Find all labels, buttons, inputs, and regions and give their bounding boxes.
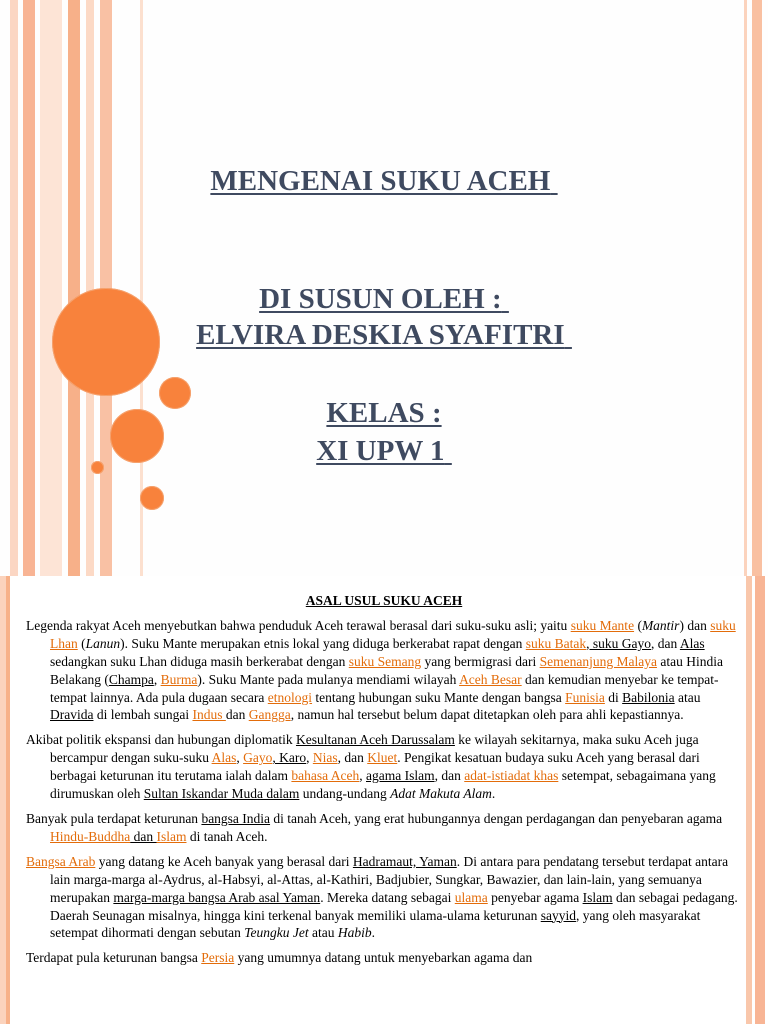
decorative-stripe [755, 576, 765, 1024]
paragraph-origin: Legenda rakyat Aceh menyebutkan bahwa penduduk Aceh terawal berasal dari suku-suku asli; yaitu suku Mante (Mantir) dan suku Lhan (Lanun). Suku Mante merupakan etnis lokal yang diduga berkerabat rapat dengan suku Batak, suku Gayo, dan Alas sedangkan suku Lhan diduga masih berkerabat dengan suku Semang yang bermigrasi dari Semenanjung Malaya atau Hindia Belakang (Champa, Burma). Suku Mante pada mulanya mendiami wilayah Aceh Besar dan kemudian menyebar ke tempat-tempat lainnya. Ada pula dugaan secara etnologi tentang hubungan suku Mante dengan bangsa Funisia di Babilonia atau Dravida di lembah sungai Indus dan Gangga, namun hal tersebut belum dapat ditetapkan oleh para ahli kepastiannya. [26, 617, 736, 723]
link-etnologi[interactable]: etnologi [267, 689, 313, 705]
article-slide [0, 576, 768, 1024]
link-funisia[interactable]: Funisia [565, 689, 605, 705]
author-label: DI SUSUN OLEH : [259, 283, 502, 315]
link-dravida[interactable]: Dravida [50, 707, 94, 723]
paragraph-expansion: Akibat politik ekspansi dan hubungan diplomatik Kesultanan Aceh Darussalam ke wilayah sekitarnya, maka suku Aceh juga bercampur dengan suku-suku Alas, Gayo, Karo, Nias, dan Kluet. Pengikat kesatuan budaya suku Aceh yang berasal dari berbagai keturunan itu terutama ialah dalam bahasa Aceh, agama Islam, dan adat-istiadat khas setempat, sebagaimana yang dirumuskan oleh Sultan Iskandar Muda dalam undang-undang Adat Makuta Alam. [26, 732, 716, 802]
link-bangsa-india[interactable]: bangsa India [201, 810, 271, 826]
link-suku-semang[interactable]: suku Semang [348, 653, 422, 669]
link-semenanjung-malaya[interactable]: Semenanjung Malaya [539, 653, 657, 669]
link-alas[interactable]: Alas [211, 750, 237, 766]
link-kluet[interactable]: Kluet [367, 750, 398, 766]
link-babilonia[interactable]: Babilonia [622, 689, 675, 705]
link-hindu-buddha[interactable]: Hindu-Buddha [50, 828, 131, 844]
link-adat-istiadat[interactable]: adat-istiadat khas [464, 768, 559, 784]
link-islam[interactable]: Islam [156, 828, 187, 844]
link-karo[interactable]: , Karo [272, 750, 307, 766]
link-gayo[interactable]: Gayo [243, 750, 273, 766]
link-bangsa-arab[interactable]: Bangsa Arab [26, 853, 96, 869]
link-suku-lhan[interactable]: suku Lhan [50, 617, 736, 651]
link-sayyid[interactable]: sayyid [540, 907, 576, 923]
link-bahasa-aceh[interactable]: bahasa Aceh [291, 768, 360, 784]
class-label: KELAS : [326, 397, 442, 429]
link-kesultanan-aceh[interactable]: Kesultanan Aceh Darussalam [295, 732, 455, 748]
link-gangga[interactable]: Gangga [248, 707, 291, 723]
class-value: XI UPW 1 [316, 435, 445, 467]
link-aceh-besar[interactable]: Aceh Besar [459, 671, 522, 687]
link-indus[interactable]: Indus [192, 707, 226, 723]
decorative-stripe [6, 576, 10, 1024]
slide-title: MENGENAI SUKU ACEH [210, 165, 551, 197]
link-burma[interactable]: Burma [160, 671, 198, 687]
decorative-stripe [746, 576, 752, 1024]
link-ulama[interactable]: ulama [454, 889, 488, 905]
paragraph-arab: Bangsa Arab yang datang ke Aceh banyak yang berasal dari Hadramaut, Yaman. Di antara para pendatang tersebut terdapat antara lain marga-marga al-Aydrus, al-Habsyi, al-Attas, al-Kathiri, Badjubier, Sungkar, Bawazier, dan lain-lain, yang semuanya merupakan marga-marga bangsa Arab asal Yaman. Mereka datang sebagai ulama penyebar agama Islam dan sebagai pedagang. Daerah Seunagan misalnya, hingga kini terkenal banyak memiliki ulama-ulama keturunan sayyid, yang oleh masyarakat setempat dihormati dengan sebutan Teungku Jet atau Habib. [26, 853, 738, 941]
author-name: ELVIRA DESKIA SYAFITRI [196, 319, 565, 351]
link-suku-batak[interactable]: suku Batak [525, 635, 587, 651]
link-islam[interactable]: Islam [582, 889, 613, 905]
link-dan: dan [130, 828, 157, 844]
link-agama-islam[interactable]: agama Islam [366, 768, 435, 784]
article-heading: ASAL USUL SUKU ACEH [305, 593, 463, 608]
link-alas[interactable]: Alas [679, 635, 705, 651]
paragraph-persia: Terdapat pula keturunan bangsa Persia yang umumnya datang untuk menyebarkan agama dan [26, 950, 533, 966]
link-champa[interactable]: Champa [108, 671, 154, 687]
link-sultan-iskandar-muda[interactable]: Sultan Iskandar Muda dalam [143, 786, 300, 802]
link-hadramaut[interactable]: Hadramaut, Yaman [352, 853, 457, 869]
link-suku-mante[interactable]: suku Mante [570, 617, 635, 633]
link-suku-gayo[interactable]: , suku Gayo [586, 635, 652, 651]
paragraph-india: Banyak pula terdapat keturunan bangsa India di tanah Aceh, yang erat hubungannya dengan perdagangan dan penyebaran agama Hindu-Buddha dan Islam di tanah Aceh. [26, 810, 723, 844]
link-nias[interactable]: Nias [312, 750, 338, 766]
link-persia[interactable]: Persia [201, 950, 235, 966]
article-content [26, 592, 742, 974]
link-marga-arab[interactable]: marga-marga bangsa Arab asal Yaman [113, 889, 321, 905]
orange-circle [140, 486, 164, 510]
